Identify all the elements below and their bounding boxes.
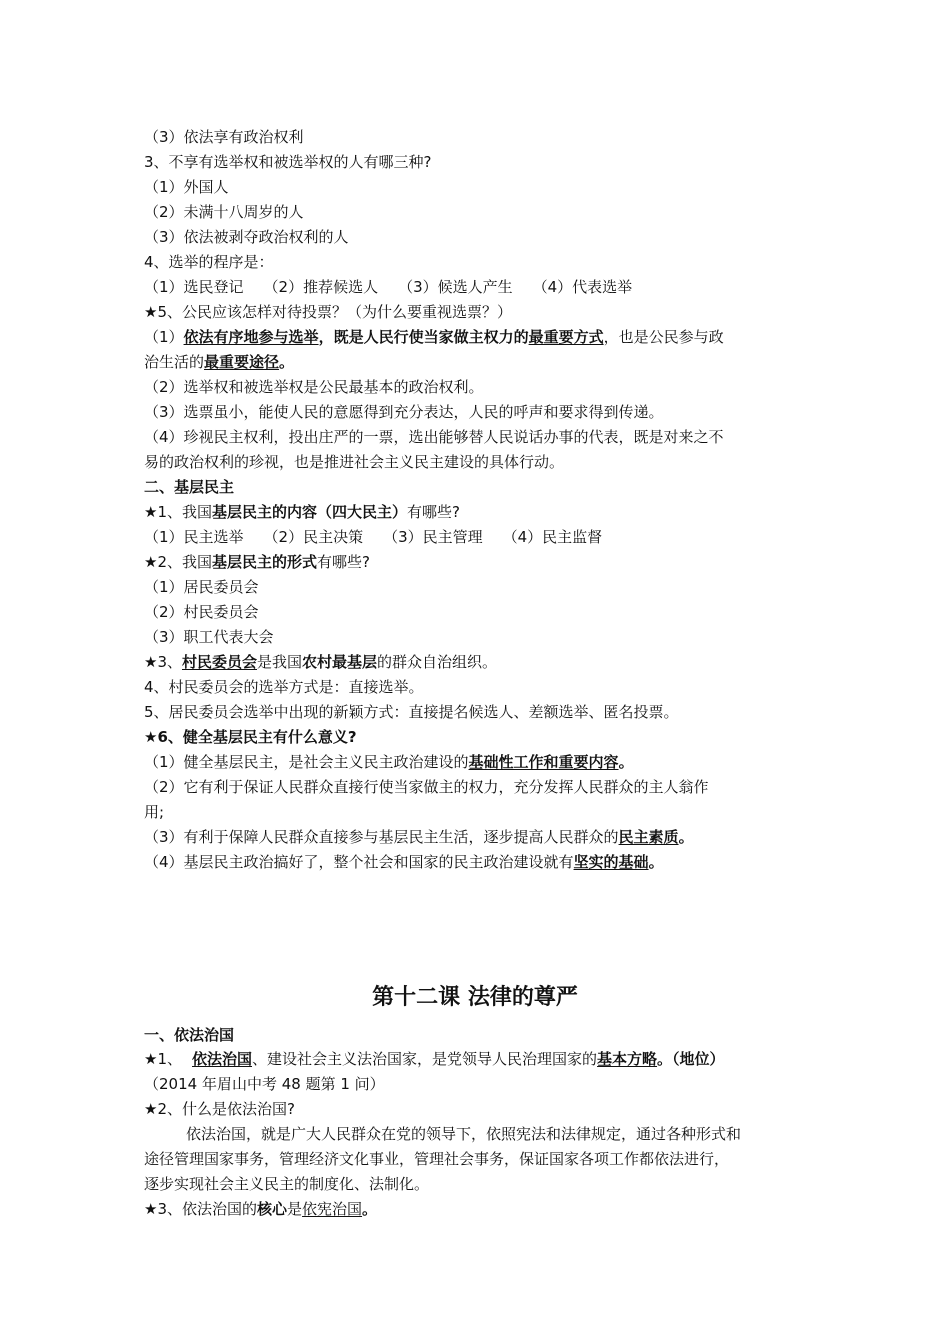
question-line xyxy=(144,1199,377,1219)
key-phrase: 基层民主的内容（四大民主） xyxy=(212,503,408,521)
key-phrase: 基层民主的形式 xyxy=(212,553,318,571)
paragraph-line: 逐步实现社会主义民主的制度化、法制化。 xyxy=(144,1175,430,1193)
question-line xyxy=(144,652,497,672)
text-span: ★3、依法治国的 xyxy=(144,1200,257,1218)
list-item: （4）民主监督 xyxy=(502,528,603,546)
key-phrase: 核心 xyxy=(257,1200,288,1218)
step-item: （2）推荐候选人 xyxy=(263,278,379,296)
list-item: （3）民主管理 xyxy=(383,528,483,546)
list-item: （1）民主选举 xyxy=(144,528,244,546)
text-line: （2）村民委员会 xyxy=(144,603,259,621)
text-span: 。 xyxy=(678,828,694,846)
list-item: （2）民主决策 xyxy=(263,528,364,546)
step-item: （3）候选人产生 xyxy=(398,278,513,296)
key-phrase: 依法有序地参与选举 xyxy=(183,328,319,346)
text-span: 。 xyxy=(648,853,664,871)
key-phrase: 依宪治国 xyxy=(302,1200,363,1218)
text-span: ，也是公民参与政 xyxy=(603,328,724,346)
key-phrase: 最重要方式 xyxy=(528,328,604,346)
question-line xyxy=(144,552,370,572)
text-span: 有哪些? xyxy=(317,553,370,571)
text-line: 5、居民委员会选举中出现的新颖方式：直接提名候选人、差额选举、匿名投票。 xyxy=(144,703,679,721)
democracy-items xyxy=(144,527,602,547)
text-span: 是我国 xyxy=(257,653,303,671)
paragraph-line: 途径管理国家事务，管理经济文化事业，管理社会事务，保证国家各项工作都依法进行， xyxy=(144,1150,730,1168)
text-line: （3）依法被剥夺政治权利的人 xyxy=(144,228,349,246)
text-line: （3）选票虽小，能使人民的意愿得到充分表达，人民的呼声和要求得到传递。 xyxy=(144,403,664,421)
text-span: 。 xyxy=(618,753,634,771)
text-span: 。 xyxy=(362,1200,378,1218)
text-span: （3）有利于保障人民群众直接参与基层民主生活，逐步提高人民群众的 xyxy=(144,828,619,846)
key-phrase: 最重要途径 xyxy=(204,353,280,371)
exam-note: （2014 年眉山中考 48 题第 1 问） xyxy=(144,1075,385,1093)
text-line: 易的政治权利的珍视，也是推进社会主义民主建设的具体行动。 xyxy=(144,453,565,471)
step-item: （1）选民登记 xyxy=(144,278,244,296)
text-line: （1）居民委员会 xyxy=(144,578,259,596)
text-line: 4、村民委员会的选举方式是：直接选举。 xyxy=(144,678,424,696)
text-span: ★1、我国 xyxy=(144,503,212,521)
text-span: 是 xyxy=(287,1200,303,1218)
key-phrase: 民主素质 xyxy=(618,828,679,846)
text-span: 。 xyxy=(279,353,295,371)
text-line: 用; xyxy=(144,803,165,821)
text-span: 有哪些? xyxy=(407,503,460,521)
text-span: 的群众自治组织。 xyxy=(377,653,498,671)
text-line: （2）它有利于保证人民群众直接行使当家做主的权力，充分发挥人民群众的主人翁作 xyxy=(144,778,709,796)
key-phrase: 基本方略 xyxy=(597,1050,658,1068)
text-span: （4）基层民主政治搞好了，整个社会和国家的民主政治建设就有 xyxy=(144,853,574,871)
text-line xyxy=(144,352,294,372)
election-steps xyxy=(144,277,632,297)
question-line: ★2、什么是依法治国? xyxy=(144,1100,295,1118)
section-heading: 一、依法治国 xyxy=(144,1026,235,1044)
key-phrase: 农村最基层 xyxy=(302,653,378,671)
question-line: ★6、健全基层民主有什么意义? xyxy=(144,728,357,746)
text-line xyxy=(144,827,694,847)
key-phrase: 依法治国 xyxy=(192,1050,253,1068)
text-span: （1） xyxy=(144,328,184,346)
text-span: 治生活的 xyxy=(144,353,205,371)
lesson-title: 第十二课 法律的尊严 xyxy=(372,985,578,1010)
text-line: （2）选举权和被选举权是公民最基本的政治权利。 xyxy=(144,378,484,396)
key-phrase: 基础性工作和重要内容 xyxy=(468,753,619,771)
text-span: ★1、 xyxy=(144,1050,182,1068)
text-line: （1）外国人 xyxy=(144,178,229,196)
text-line: （3）依法享有政治权利 xyxy=(144,128,304,146)
key-phrase: 坚实的基础 xyxy=(573,853,649,871)
text-line: （2）未满十八周岁的人 xyxy=(144,203,304,221)
text-span: ★3、 xyxy=(144,653,182,671)
text-line: （4）珍视民主权利，投出庄严的一票，选出能够替人民说话办事的代表，既是对来之不 xyxy=(144,428,724,446)
question-line: ★5、公民应该怎样对待投票？（为什么要重视选票？） xyxy=(144,303,512,321)
text-span: ，既是人民行使当家做主权力的 xyxy=(318,328,529,346)
text-line xyxy=(144,852,664,872)
question-line: 3、不享有选举权和被选举权的人有哪三种? xyxy=(144,153,432,171)
question-line xyxy=(144,1049,725,1069)
key-phrase: 村民委员会 xyxy=(182,653,258,671)
text-span: 、建设社会主义法治国家，是党领导人民治理国家的 xyxy=(252,1050,598,1068)
step-item: （4）代表选举 xyxy=(532,278,633,296)
question-line xyxy=(144,502,460,522)
text-line xyxy=(144,752,634,772)
text-line: （3）职工代表大会 xyxy=(144,628,274,646)
text-span: 。（地位） xyxy=(657,1050,725,1068)
question-line: 4、选举的程序是： xyxy=(144,253,274,271)
paragraph-line: 依法治国，就是广大人民群众在党的领导下，依照宪法和法律规定，通过各种形式和 xyxy=(186,1125,742,1143)
text-span: ★2、我国 xyxy=(144,553,212,571)
section-heading: 二、基层民主 xyxy=(144,478,235,496)
text-line xyxy=(144,327,724,347)
text-span: （1）健全基层民主，是社会主义民主政治建设的 xyxy=(144,753,469,771)
